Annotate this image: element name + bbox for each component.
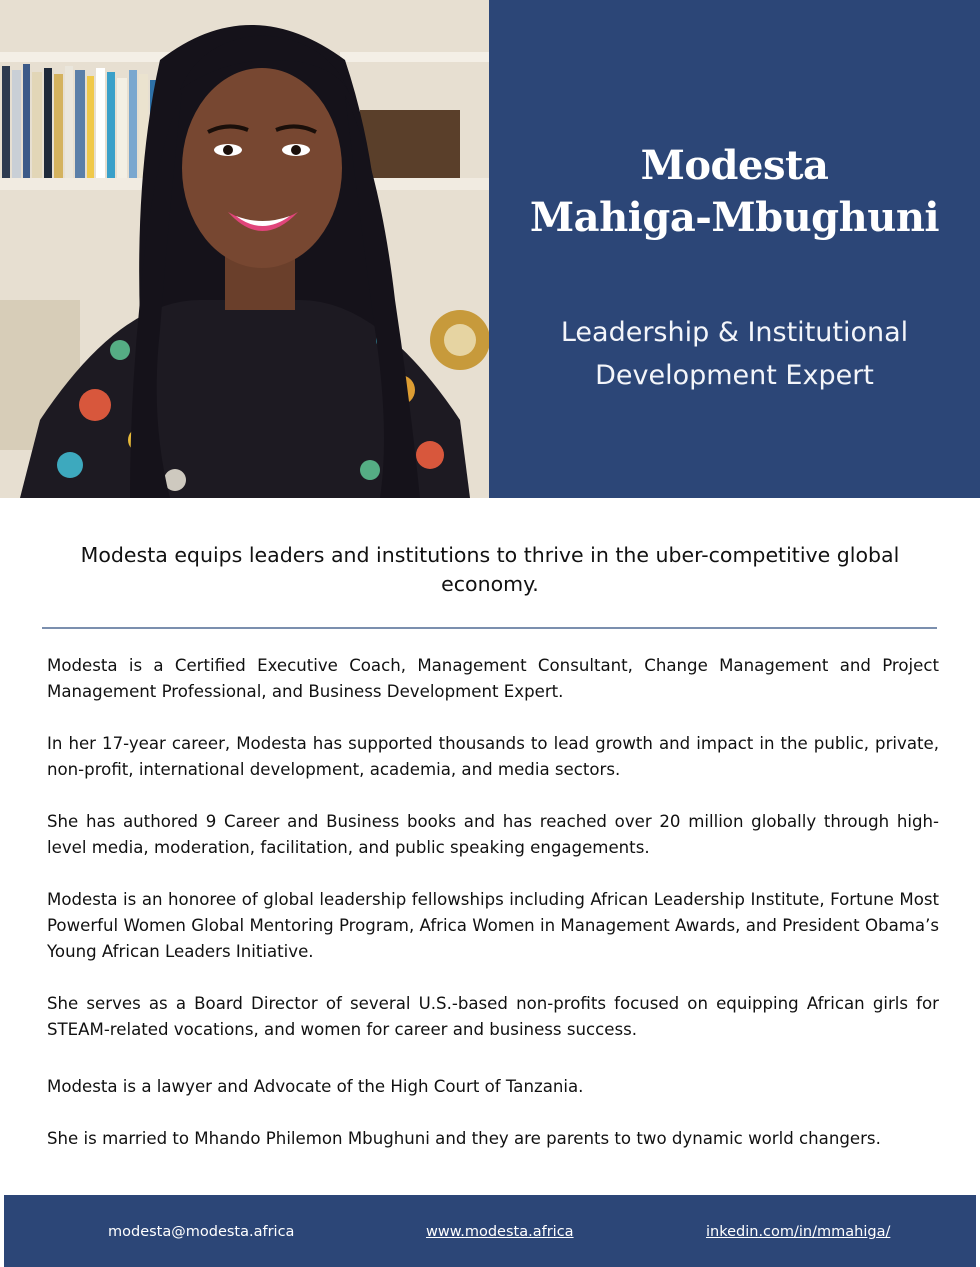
name-line-2: Mahiga-Mbughuni [529,194,940,241]
section-divider [42,627,937,629]
tagline: Modesta equips leaders and institutions to thrive in the uber-competitive global economy. [80,543,900,596]
bio-paragraph-family: She is married to Mhando Philemon Mbughuni and they are parents to two dynamic world changers. [47,1129,881,1148]
contact-footer [4,1195,976,1267]
name-line-1: Modesta [640,142,829,189]
bio-paragraph-career: In her 17-year career, Modesta has supported thousands to lead growth and impact in the public, private, non-profit, international development, academia, and media sectors. [47,734,939,779]
bio-paragraph-credentials: Modesta is a Certified Executive Coach, Management Consultant, Change Management and Project Management Professional, and Business Development Expert. [47,656,939,701]
role-line-1: Leadership & Institutional [560,317,909,348]
bio-paragraph-lawyer: Modesta is a lawyer and Advocate of the High Court of Tanzania. [47,1077,584,1096]
bio-paragraph-fellowships: Modesta is an honoree of global leadership fellowships including African Leadership Institute, Fortune Most Powerful Women Global Mentoring Program, Africa Women in Management Awards, and President Obama’s Young African Leaders Initiative. [47,890,939,961]
linkedin-link[interactable]: inkedin.com/in/mmahiga/ [706,1224,891,1240]
email-link[interactable]: modesta@modesta.africa [108,1224,295,1240]
role-line-2: Development Expert [595,360,874,391]
portrait-illustration [0,0,489,498]
bio-section [47,653,939,1178]
role-title [489,311,980,397]
bio-paragraph-board: She serves as a Board Director of several U.S.-based non-profits focused on equipping African girls for STEAM-related vocations, and women for career and business success. [47,994,939,1039]
title-panel [489,0,980,498]
website-link[interactable]: www.modesta.africa [426,1224,574,1240]
person-name [489,140,980,244]
profile-photo [0,0,489,498]
bio-paragraph-books: She has authored 9 Career and Business books and has reached over 20 million globally through high-level media, moderation, facilitation, and public speaking engagements. [47,812,939,857]
